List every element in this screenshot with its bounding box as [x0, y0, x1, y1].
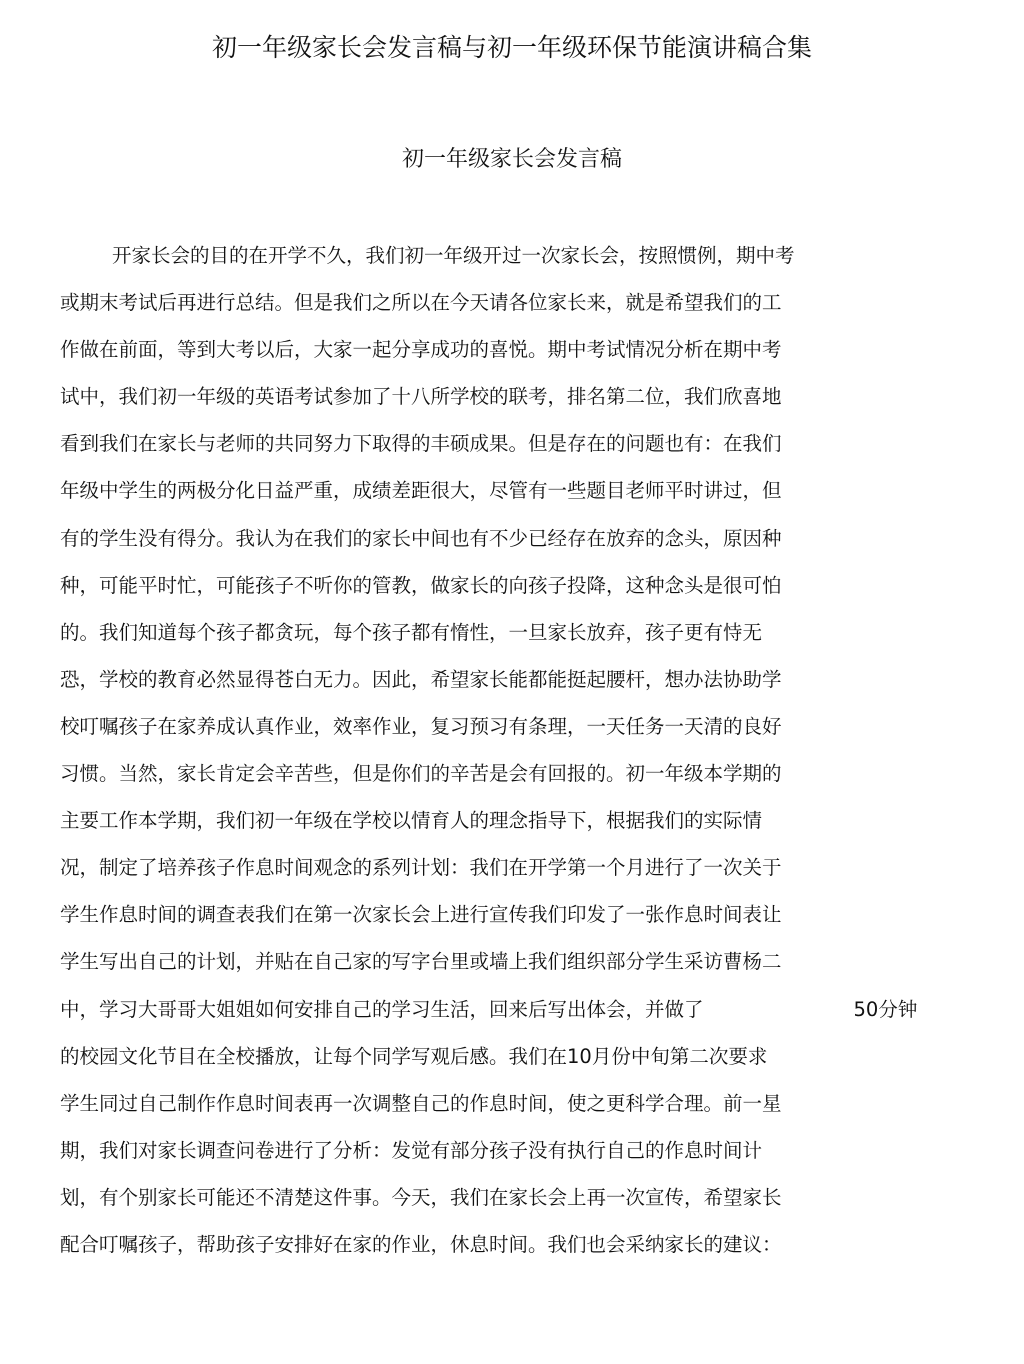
document-title: 初一年级家长会发言稿与初一年级环保节能演讲稿合集 [211, 33, 812, 62]
paragraph-line: 校叮嘱孩子在家养成认真作业，效率作业，复习预习有条理，一天任务一天清的良好 [60, 714, 782, 738]
paragraph-line: 配合叮嘱孩子，帮助孩子安排好在家的作业，休息时间。我们也会采纳家长的建议： [60, 1232, 782, 1256]
paragraph-line-tail: 50分钟 [853, 997, 918, 1021]
paragraph-line: 的校园文化节目在全校播放，让每个同学写观后感。我们在10月份中旬第二次要求 [60, 1044, 768, 1068]
section-title: 初一年级家长会发言稿 [401, 147, 622, 172]
paragraph-line: 主要工作本学期，我们初一年级在学校以情育人的理念指导下，根据我们的实际情 [60, 809, 763, 833]
paragraph-line: 学生写出自己的计划，并贴在自己家的写字台里或墙上我们组织部分学生采访曹杨二 [60, 950, 782, 974]
paragraph-line: 的。我们知道每个孩子都贪玩，每个孩子都有惰性，一旦家长放弃，孩子更有恃无 [60, 620, 763, 644]
paragraph-line: 开家长会的目的在开学不久，我们初一年级开过一次家长会，按照惯例，期中考 [112, 244, 795, 267]
paragraph-line: 恐，学校的教育必然显得苍白无力。因此，希望家长能都能挺起腰杆，想办法协助学 [60, 667, 782, 691]
paragraph-line: 学生作息时间的调查表我们在第一次家长会上进行宣传我们印发了一张作息时间表让 [60, 903, 782, 927]
paragraph-line-with-gap [60, 990, 980, 1037]
paragraph-line: 有的学生没有得分。我认为在我们的家长中间也有不少已经存在放弃的念头，原因种 [60, 526, 782, 550]
paragraph-line: 作做在前面，等到大考以后，大家一起分享成功的喜悦。期中考试情况分析在期中考 [60, 338, 782, 362]
paragraph-line: 试中，我们初一年级的英语考试参加了十八所学校的联考，排名第二位，我们欣喜地 [60, 385, 782, 409]
paragraph-line: 种，可能平时忙，可能孩子不听你的管教，做家长的向孩子投降，这种念头是很可怕 [60, 573, 782, 597]
paragraph-line: 期，我们对家长调查问卷进行了分析：发觉有部分孩子没有执行自己的作息时间计 [60, 1138, 763, 1162]
paragraph-line: 看到我们在家长与老师的共同努力下取得的丰硕成果。但是存在的问题也有：在我们 [60, 432, 782, 456]
paragraph-line: 习惯。当然，家长肯定会辛苦些，但是你们的辛苦是会有回报的。初一年级本学期的 [60, 762, 782, 786]
paragraph-line: 况，制定了培养孩子作息时间观念的系列计划：我们在开学第一个月进行了一次关于 [60, 856, 782, 880]
paragraph-line: 学生同过自己制作作息时间表再一次调整自己的作息时间，使之更科学合理。前一星 [60, 1091, 782, 1115]
paragraph-line: 划，有个别家长可能还不清楚这件事。今天，我们在家长会上再一次宣传，希望家长 [60, 1185, 782, 1209]
paragraph-line-text: 中，学习大哥哥大姐姐如何安排自己的学习生活，回来后写出体会，并做了 [60, 997, 704, 1021]
paragraph-line: 或期末考试后再进行总结。但是我们之所以在今天请各位家长来，就是希望我们的工 [60, 291, 782, 315]
body-paragraph [60, 236, 980, 1272]
paragraph-line: 年级中学生的两极分化日益严重，成绩差距很大，尽管有一些题目老师平时讲过，但 [60, 479, 782, 503]
